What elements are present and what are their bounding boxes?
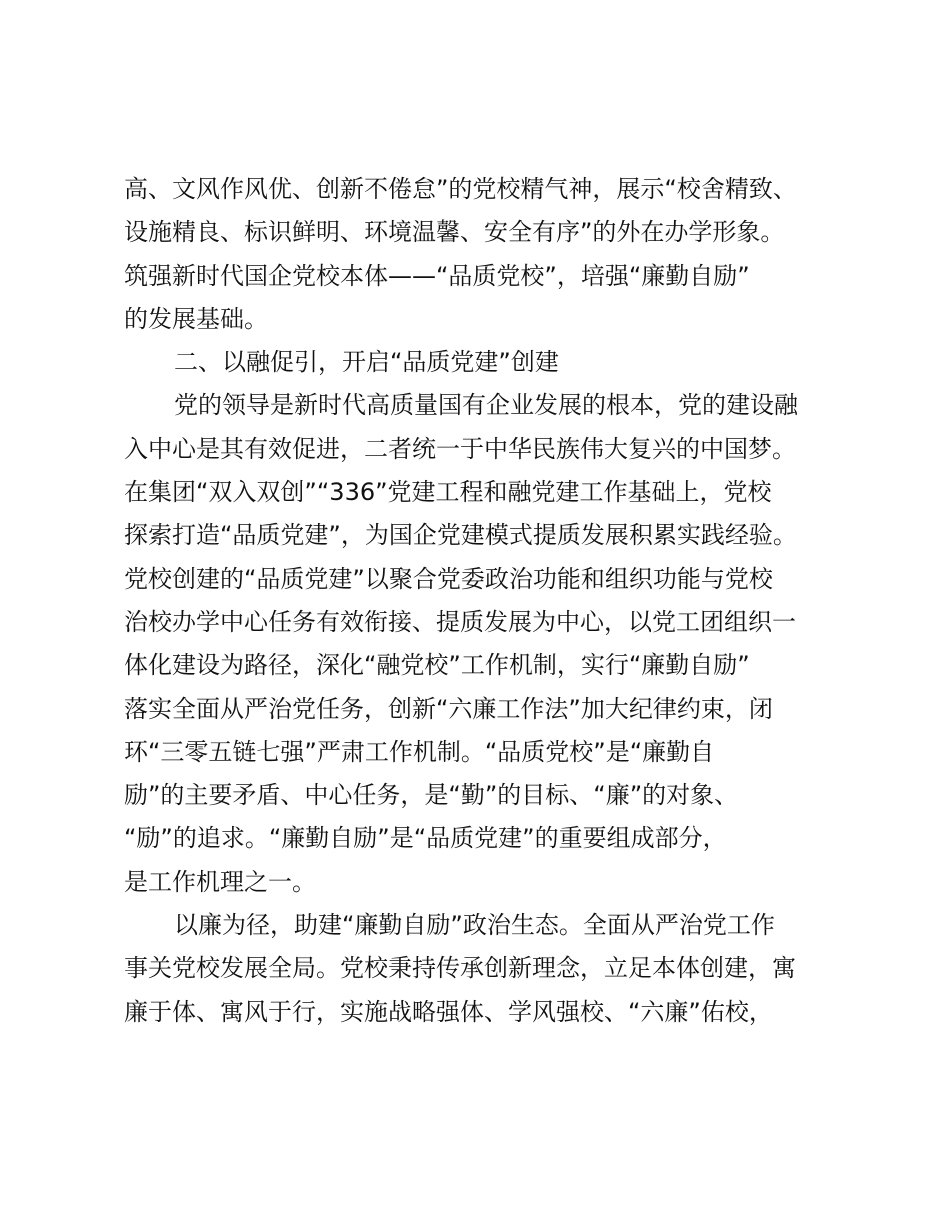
text-line: 廉于体、寓风于行，实施战略强体、学风强校、“六廉”佑校， — [124, 997, 773, 1026]
text-line: 以廉为径，助建“廉勤自励”政治生态。全面从严治党工作 — [174, 911, 775, 940]
text-line: 入中心是其有效促进，二者统一于中华民族伟大复兴的中国梦。 — [124, 434, 796, 463]
text-line: 治校办学中心任务有效衔接、提质发展为中心，以党工团组织一 — [124, 607, 796, 636]
text-line: 是工作机理之一。 — [124, 867, 316, 896]
text-line: 环“三零五链七强”严肃工作机制。“品质党校”是“廉勤自 — [124, 737, 715, 766]
text-line: 高、文风作风优、创新不倦怠”的党校精气神，展示“校舍精致、 — [124, 175, 797, 203]
text-line: 体化建设为路径，深化“融党校”工作机制，实行“廉勤自励” — [124, 651, 750, 680]
text-line: “励”的追求。“廉勤自励”是“品质党建”的重要组成部分， — [124, 824, 727, 853]
text-line: 励”的主要矛盾、中心任务，是“勤”的目标、“廉”的对象、 — [124, 781, 739, 810]
text-line: 落实全面从严治党任务，创新“六廉工作法”加大纪律约束，闭 — [124, 694, 773, 723]
section-heading: 二、以融促引，开启“品质党建”创建 — [174, 348, 559, 377]
document-body — [124, 168, 836, 1034]
text-line: 筑强新时代国企党校本体——“品质党校”，培强“廉勤自励” — [124, 261, 750, 290]
text-line: 在集团“双入双创”“336”党建工程和融党建工作基础上，党校 — [124, 478, 772, 507]
text-line: 党的领导是新时代高质量国有企业发展的根本，党的建设融 — [174, 391, 798, 420]
text-line: 党校创建的“品质党建”以聚合党委政治功能和组织功能与党校 — [124, 564, 773, 593]
text-line: 设施精良、标识鲜明、环境温馨、安全有序”的外在办学形象。 — [124, 218, 785, 247]
text-line: 探索打造“品质党建”，为国企党建模式提质发展积累实践经验。 — [124, 521, 797, 550]
text-line: 的发展基础。 — [124, 304, 268, 333]
text-line: 事关党校发展全局。党校秉持传承创新理念，立足本体创建，寓 — [124, 954, 796, 983]
